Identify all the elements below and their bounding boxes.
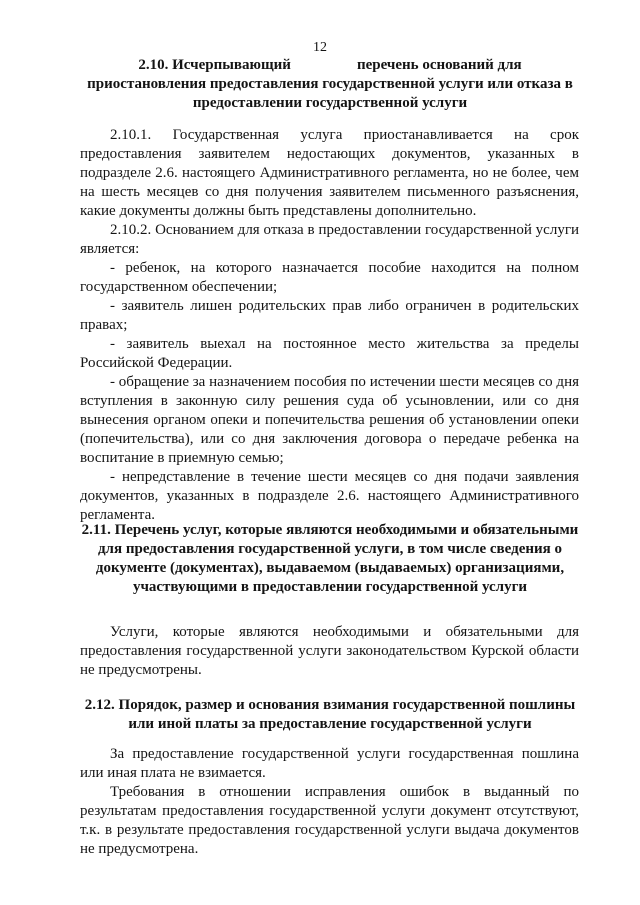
section-2-11-body (80, 623, 579, 680)
section-2-10-heading-start: 2.10. Исчерпывающий (138, 57, 291, 73)
section-2-12-body (80, 745, 579, 859)
section-2-10-heading-rest: перечень оснований для приостановления предоставления государственной услуги или отказа в предоставлении государственной услуги (87, 57, 573, 111)
section-2-11-heading: 2.11. Перечень услуг, которые являются необходимыми и обязательными для предоставления государственной услуги, в том числе сведения о документе (документах), выдаваемом (выдаваемых) организациями, участвующими в предоставлении государственной услуги (81, 522, 579, 595)
refusal-ground-item: - заявитель лишен родительских прав либо ограничен в родительских правах; (80, 298, 579, 333)
paragraph-2-10-1: 2.10.1. Государственная услуга приостанавливается на срок предоставления заявителем недостающих документов, указанных в подразделе 2.6. настоящего Административного регламента, но не более, чем на шесть месяцев со дня получения заявителем письменного разъяснения, какие документы должны быть представлены дополнительно. (80, 127, 579, 219)
paragraph-2-11-text: Услуги, которые являются необходимыми и обязательными для предоставления государственной услуги законодательством Курской области не предусмотрены. (80, 624, 579, 678)
section-2-10-body (80, 126, 579, 525)
page-number: 12 (313, 40, 327, 55)
section-2-12-heading: 2.12. Порядок, размер и основания взимания государственной пошлины или иной платы за предоставление государственной услуги (84, 697, 576, 732)
refusal-ground-item: - непредставление в течение шести месяцев со дня подачи заявления документов, указанных в подразделе 2.6. настоящего Административного регламента. (80, 469, 579, 523)
paragraph-2-12-corrections: Требования в отношении исправления ошибок в выданный по результатам предоставления государственной услуги документ отсутствуют, т.к. в результате предоставления государственной услуги выдача документов не предусмотрена. (80, 784, 579, 857)
refusal-ground-item: - ребенок, на которого назначается пособие находится на полном государственном обеспечении; (80, 260, 579, 295)
paragraph-2-12-fee: За предоставление государственной услуги государственная пошлина или иная плата не взимается. (80, 746, 579, 781)
paragraph-2-10-2: 2.10.2. Основанием для отказа в предоставлении государственной услуги является: (80, 222, 579, 257)
refusal-ground-item: - заявитель выехал на постоянное место жительства за пределы Российской Федерации. (80, 336, 579, 371)
section-2-10-heading (80, 56, 580, 113)
refusal-ground-item: - обращение за назначением пособия по истечении шести месяцев со дня вступления в законную силу решения суда об усыновлении, или со дня вынесения органом опеки и попечительства решения об установлении опеки (попечительства), или со дня заключения договора о передаче ребенка на воспитание в приемную семью; (80, 374, 579, 466)
